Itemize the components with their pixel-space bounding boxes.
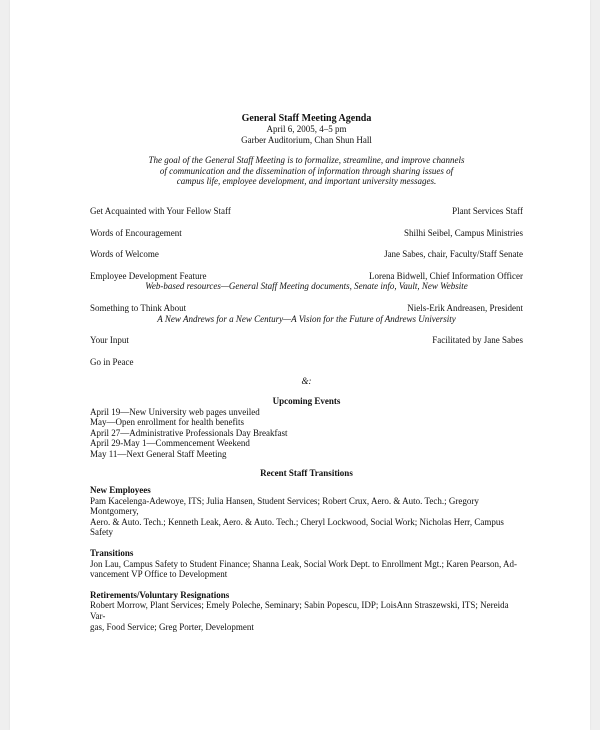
agenda-item-title: Words of Encouragement [90,227,182,238]
agenda-item-presenter: Lorena Bidwell, Chief Information Officer [368,270,523,281]
agenda-item-presenter: Niels-Erik Andreasen, President [407,302,523,313]
agenda-item-title: Your Input [90,335,129,346]
retirements-text [90,600,523,632]
agenda-content [90,113,523,632]
event-item: May 11—Next General Staff Meeting [90,448,227,459]
upcoming-events-list [90,407,523,460]
agenda-item [90,228,523,239]
agenda-item-title: Employee Development Feature [90,270,207,281]
goal-line: of communication and the dissemination of information through sharing issues of [159,165,454,176]
page-title: General Staff Meeting Agenda [241,113,372,124]
agenda-item-note: A New Andrews for a New Century—A Vision for the Future of Andrews University [157,313,456,324]
agenda-item [90,357,523,368]
meeting-location: Garber Auditorium, Chan Shun Hall [241,134,372,145]
agenda-item [90,271,523,282]
agenda-item-title: Words of Welcome [90,249,159,260]
meeting-date: April 6, 2005, 4–5 pm [266,124,347,134]
new-employees-heading: New Employees [90,485,151,496]
goal-line: The goal of the General Staff Meeting is to formalize, streamline, and improve channels [148,155,465,166]
text-line: vancement VP Office to Development [90,569,228,580]
agenda-item-note: Web-based resources—General Staff Meeting documents, Senate info, Vault, New Website [145,281,468,292]
transitions-text [90,559,523,580]
text-line: gas, Food Service; Greg Porter, Development [90,621,254,632]
text-line: Robert Morrow, Plant Services; Emely Poleche, Seminary; Sabin Popescu, IDP; LoisAnn Straszewski, ITS; Nereida Var- [90,600,509,621]
new-employees-text [90,496,523,538]
text-line: Jon Lau, Campus Safety to Student Finance; Shanna Leak, Social Work Dept. to Enrollment Mgt.; Karen Pearson, Ad- [90,558,518,569]
event-item: April 29-May 1—Commencement Weekend [90,438,250,449]
agenda-item-presenter: Facilitated by Jane Sabes [432,335,523,346]
event-item: April 27—Administrative Professionals Day Breakfast [90,427,288,438]
section-ornament: &: [301,376,312,387]
goal-line: campus life, employee development, and important university messages. [176,176,437,187]
agenda-item [90,303,523,314]
agenda-item-title: Get Acquainted with Your Fellow Staff [90,205,231,216]
event-item: April 19—New University web pages unveiled [90,406,260,417]
goal-statement [90,155,523,187]
agenda-item [90,249,523,260]
agenda-item-presenter: Shilhi Seibel, Campus Ministries [403,227,523,238]
agenda-item [90,335,523,346]
agenda-item-title: Something to Think About [90,302,187,313]
agenda-item-presenter: Jane Sabes, chair, Faculty/Staff Senate [384,249,523,260]
document-page [10,0,590,730]
staff-transitions-heading: Recent Staff Transitions [260,468,353,479]
text-line: Aero. & Auto. Tech.; Kenneth Leak, Aero. & Auto. Tech.; Cheryl Lockwood, Social Work; Nicholas Herr, Campus Safety [90,516,504,538]
agenda-item [90,206,523,217]
retirements-heading: Retirements/Voluntary Resignations [90,589,230,600]
upcoming-events-heading: Upcoming Events [272,395,341,406]
text-line: Pam Kacelenga-Adewoye, ITS; Julia Hansen, Student Services; Robert Crux, Aero. & Auto. Tech.; Gregory Montgomery, [90,495,479,517]
event-item: May—Open enrollment for health benefits [90,417,244,428]
transitions-heading: Transitions [90,548,134,559]
agenda-item-presenter: Plant Services Staff [452,205,523,216]
agenda-item-title: Go in Peace [90,356,134,367]
